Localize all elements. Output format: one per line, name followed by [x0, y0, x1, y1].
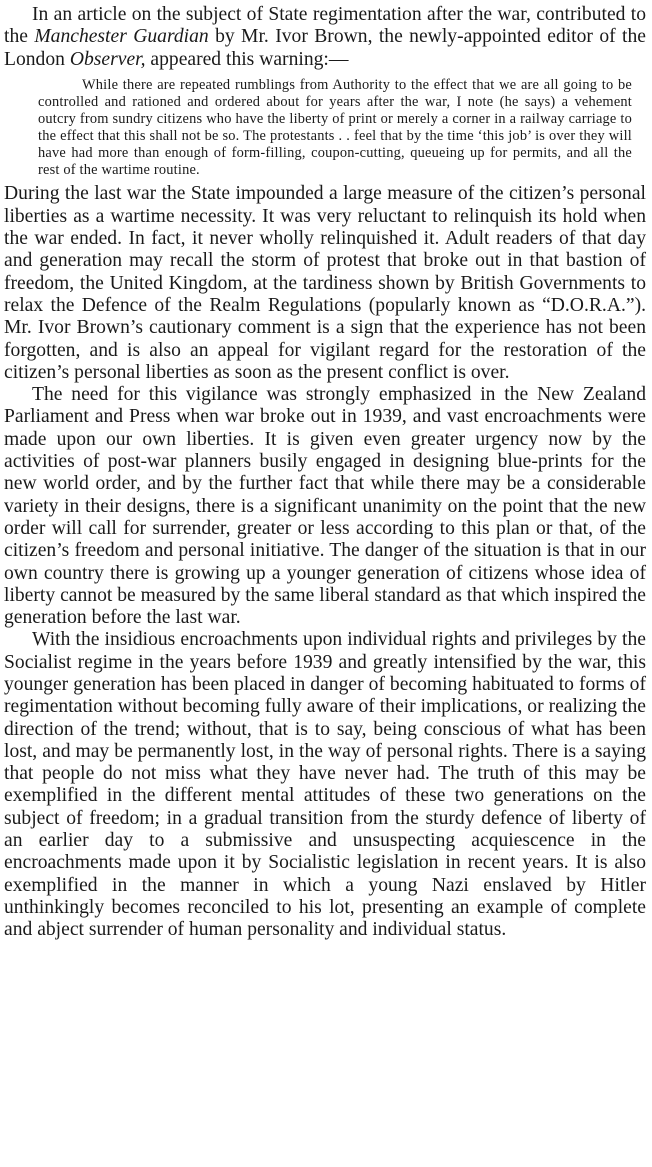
block-quote: While there are repeated rumblings from Authority to the effect that we are all going to be controlled and rationed and ordered about for years after the war, I note (he says) a vehement outcry from sundry citizens who have the liberty of print or merely a corner in a railway carriage to the effect that this shall not be so. The protestants . . feel that by the time ‘this job’ is over they will have had more than enough of form-filling, coupon-cutting, queueing up for permits, and all the rest of the wartime routine.: [38, 76, 632, 179]
intro-paragraph: [4, 4, 646, 71]
paragraph-encroachments: With the insidious encroachments upon individual rights and privileges by the Socialist regime in the years before 1939 and greatly intensified by the war, this younger generation has been placed in danger of becoming habituated to forms of regimentation without becoming fully aware of their implications, or realizing the direction of the trend; without, that is to say, being conscious of what has been lost, and may be permanently lost, in the way of personal rights. There is a saying that people do not miss what they have never had. The truth of this may be exemplified in the different mental attitudes of these two generations on the subject of freedom; in a gradual transition from the sturdy defence of liberty of an earlier day to a submissive and unsuspecting acquiescence in the encroachments made upon it by Socialistic legislation in recent years. It is also exemplified in the manner in which a young Nazi enslaved by Hitler unthinkingly becomes reconciled to his lot, presenting an example of complete and abject surrender of human personality and individual status.: [4, 629, 646, 941]
intro-text-start: In an article on the subject of State regimentation after the war, contributed to the: [4, 4, 646, 48]
paragraph-last-war: During the last war the State impounded a large measure of the citizen’s personal liberties as a wartime necessity. It was very reluctant to relinquish its hold when the war ended. In fact, it never wholly relinquished it. Adult readers of that day and generation may recall the storm of protest that broke out in that bastion of freedom, the United Kingdom, at the tardiness shown by British Governments to relax the Defence of the Realm Regulations (popularly known as “D.O.R.A.”). Mr. Ivor Brown’s cautionary comment is a sign that the experience has not been forgotten, and is also an appeal for vigilant regard for the restoration of the citizen’s personal liberties as soon as the present conflict is over.: [4, 183, 646, 383]
newspaper-name-manchester-guardian: Manchester Guardian: [34, 26, 209, 48]
intro-text-end: appeared this warning:—: [145, 48, 349, 70]
paragraph-vigilance: The need for this vigilance was strongly emphasized in the New Zealand Parliament and Press when war broke out in 1939, and vast encroachments were made upon our own liberties. It is given even greater urgency now by the activities of post-war planners busily engaged in designing blue-prints for the new world order, and by the further fact that while there may be a considerable variety in their designs, there is a significant unanimity on the point that the new order will call for surrender, greater or less according to this plan or that, of the citizen’s freedom and personal initiative. The danger of the situation is that in our own country there is growing up a younger generation of citizens whose idea of liberty cannot be measured by the same liberal standard as that which inspired the generation before the last war.: [4, 384, 646, 629]
intro-text-middle: by Mr. Ivor Brown, the newly-appointed editor of the London: [4, 26, 646, 70]
newspaper-name-observer: Observer,: [69, 48, 146, 70]
